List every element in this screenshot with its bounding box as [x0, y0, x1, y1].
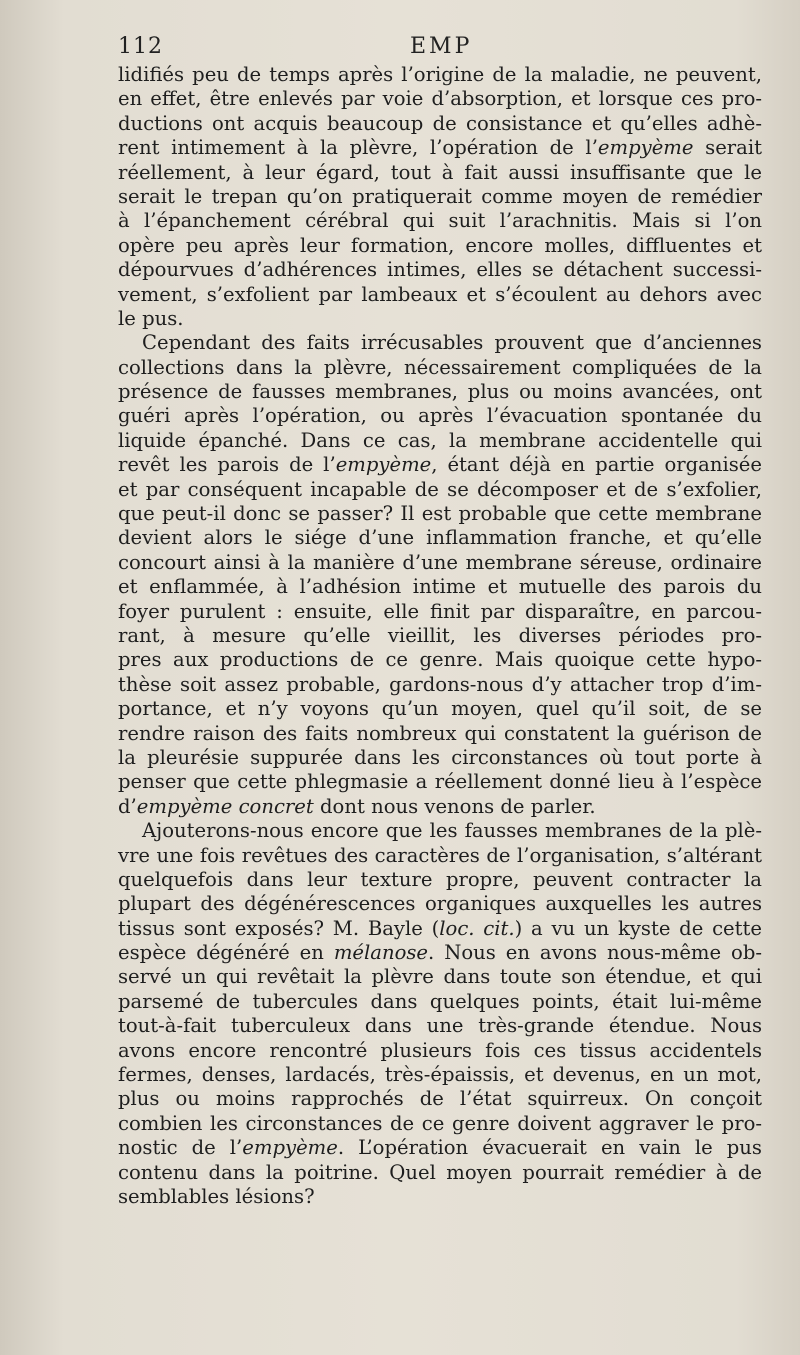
- text-line: semblables lésions?: [118, 1184, 315, 1208]
- text-line: en effet, être enlevés par voie d’absorption, et lorsque ces pro-: [118, 87, 762, 111]
- body-text: [118, 63, 762, 1209]
- text-line: rent intimement à la plèvre, l’opération de l’empyème serait: [118, 136, 762, 160]
- text-line: devient alors le siége d’une inflammation franche, et qu’elle: [118, 526, 762, 550]
- text-line: et par conséquent incapable de se décomposer et de s’exfolier,: [118, 477, 762, 501]
- text-line: d’empyème concret dont nous venons de parler.: [118, 794, 596, 818]
- text-line: parsemé de tubercules dans quelques points, était lui-même: [118, 989, 762, 1013]
- text-line: que peut-il donc se passer? Il est probable que cette membrane: [118, 502, 762, 526]
- page-header: [0, 34, 800, 64]
- text-line: concourt ainsi à la manière d’une membrane séreuse, ordinaire: [118, 550, 762, 574]
- text-line: et enflammée, à l’adhésion intime et mutuelle des parois du: [118, 575, 762, 599]
- text-line: plus ou moins rapprochés de l’état squirreux. On conçoit: [118, 1087, 762, 1111]
- text-line: opère peu après leur formation, encore molles, diffluentes et: [118, 233, 762, 257]
- text-line: ductions ont acquis beaucoup de consistance et qu’elles adhè-: [118, 111, 762, 135]
- text-line: tissus sont exposés? M. Bayle (loc. cit.) a vu un kyste de cette: [118, 916, 762, 940]
- text-line: collections dans la plèvre, nécessairement compliquées de la: [118, 355, 762, 379]
- paragraph-start-line: Cependant des faits irrécusables prouvent que d’anciennes: [142, 331, 762, 355]
- text-line: fermes, denses, lardacés, très-épaissis, et devenus, en un mot,: [118, 1063, 762, 1087]
- text-line: avons encore rencontré plusieurs fois ces tissus accidentels: [118, 1038, 762, 1062]
- text-line: tout-à-fait tuberculeux dans une très-grande étendue. Nous: [118, 1014, 762, 1038]
- text-line: rant, à mesure qu’elle vieillit, les diverses périodes pro-: [118, 623, 762, 647]
- text-line: réellement, à leur égard, tout à fait aussi insuffisante que le: [118, 160, 762, 184]
- text-line: pres aux productions de ce genre. Mais quoique cette hypo-: [118, 648, 762, 672]
- text-line: vement, s’exfolient par lambeaux et s’écoulent au dehors avec: [118, 282, 762, 306]
- page-number: 112: [118, 34, 163, 59]
- text-line: revêt les parois de l’empyème, étant déjà en partie organisée: [118, 453, 762, 477]
- text-line: portance, et n’y voyons qu’un moyen, quel qu’il soit, de se: [118, 697, 762, 721]
- text-line: le pus.: [118, 306, 184, 330]
- text-line: thèse soit assez probable, gardons-nous d’y attacher trop d’im-: [118, 672, 762, 696]
- text-line: espèce dégénéré en mélanose. Nous en avons nous-même ob-: [118, 941, 762, 965]
- text-line: rendre raison des faits nombreux qui constatent la guérison de: [118, 721, 762, 745]
- running-head: EMP: [410, 34, 473, 59]
- paragraph-start-line: Ajouterons-nous encore que les fausses membranes de la plè-: [142, 819, 762, 843]
- text-line: dépourvues d’adhérences intimes, elles se détachent successi-: [118, 258, 762, 282]
- text-line: lidifiés peu de temps après l’origine de la maladie, ne peuvent,: [118, 63, 762, 86]
- text-line: liquide épanché. Dans ce cas, la membrane accidentelle qui: [118, 428, 762, 452]
- text-line: vre une fois revêtues des caractères de l’organisation, s’altérant: [118, 843, 762, 867]
- text-line: combien les circonstances de ce genre doivent aggraver le pro-: [118, 1111, 762, 1135]
- text-line: foyer purulent : ensuite, elle finit par disparaître, en parcou-: [118, 599, 762, 623]
- text-line: présence de fausses membranes, plus ou moins avancées, ont: [118, 380, 762, 404]
- text-line: la pleurésie suppurée dans les circonstances où tout porte à: [118, 745, 762, 769]
- text-line: serait le trepan qu’on pratiquerait comme moyen de remédier: [118, 184, 762, 208]
- text-line: quelquefois dans leur texture propre, peuvent contracter la: [118, 867, 762, 891]
- text-line: nostic de l’empyème. L’opération évacuerait en vain le pus: [118, 1136, 762, 1160]
- text-line: à l’épanchement cérébral qui suit l’arachnitis. Mais si l’on: [118, 209, 762, 233]
- text-line: penser que cette phlegmasie a réellement donné lieu à l’espèce: [118, 770, 762, 794]
- text-line: plupart des dégénérescences organiques auxquelles les autres: [118, 892, 762, 916]
- text-line: servé un qui revêtait la plèvre dans toute son étendue, et qui: [118, 965, 762, 989]
- text-line: guéri après l’opération, ou après l’évacuation spontanée du: [118, 404, 762, 428]
- text-line: contenu dans la poitrine. Quel moyen pourrait remédier à de: [118, 1160, 762, 1184]
